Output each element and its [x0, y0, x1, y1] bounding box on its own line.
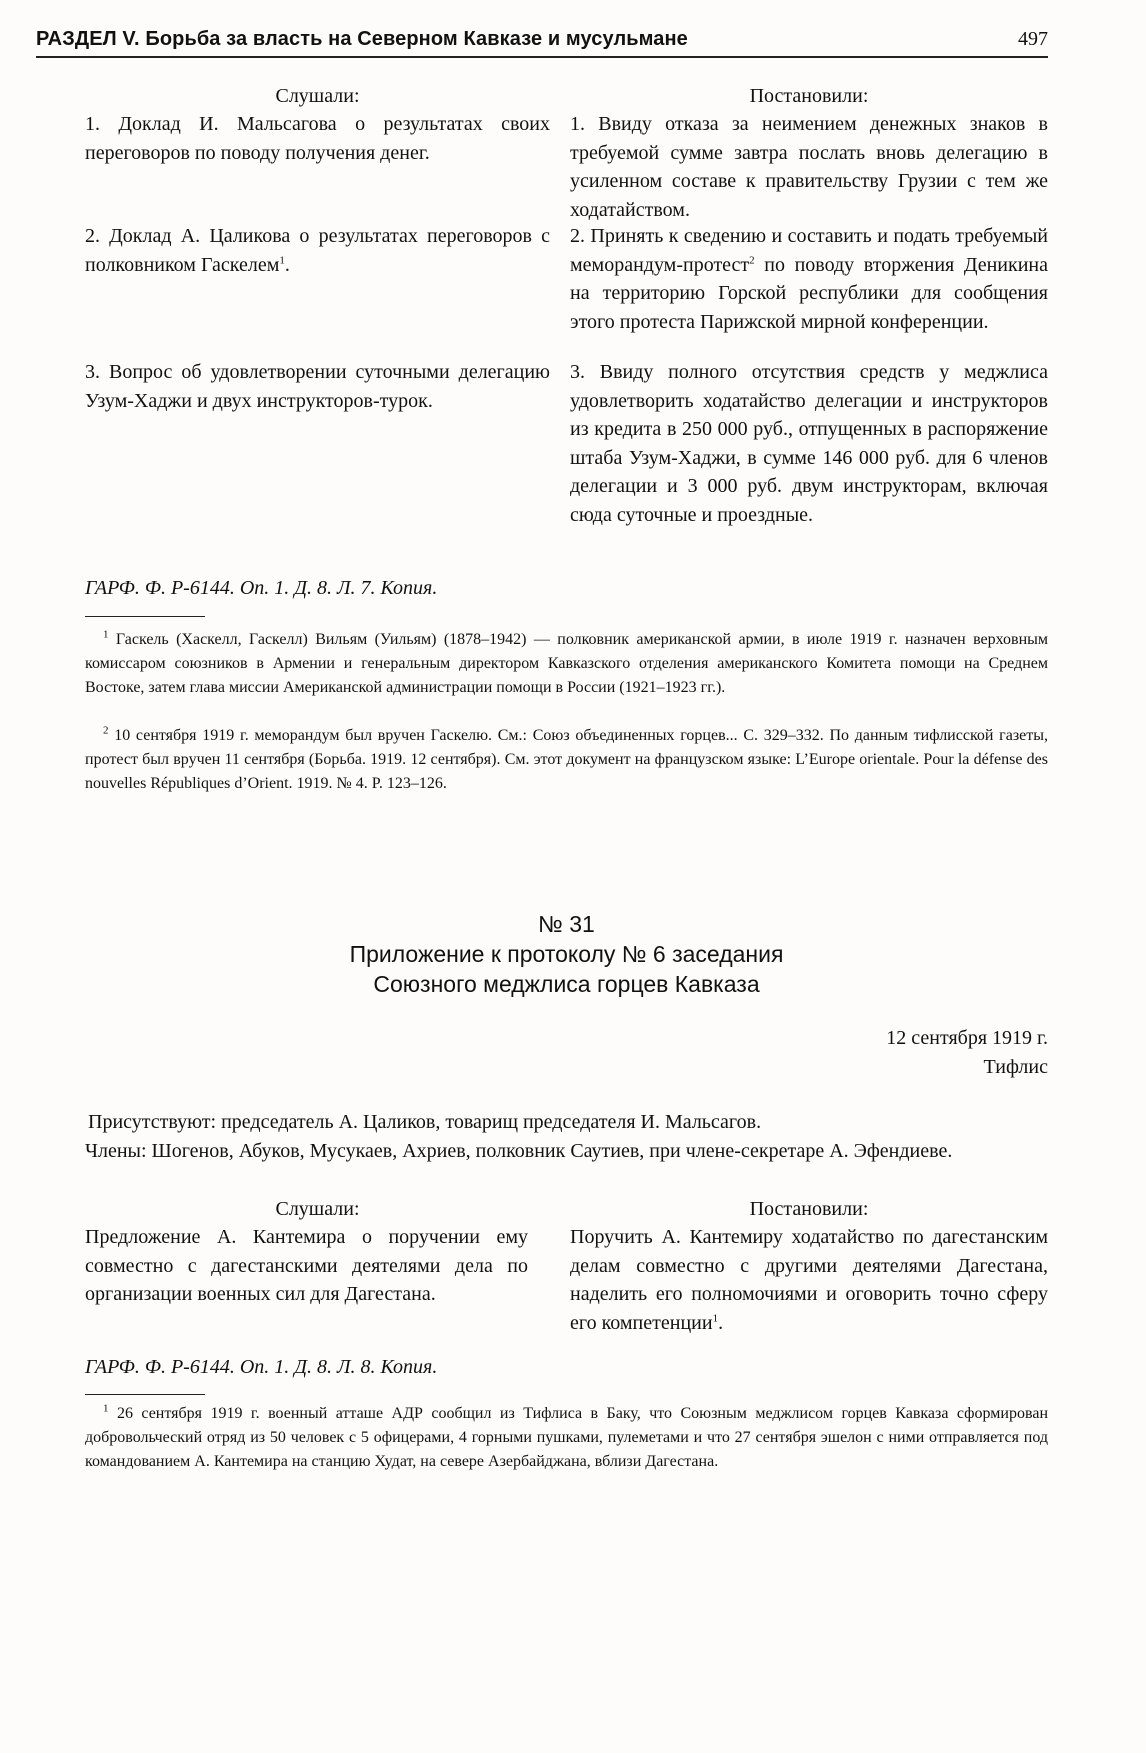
document-date: 12 сентября 1919 г.: [886, 1027, 1048, 1049]
heard-item-1: 1. Доклад И. Мальсагова о результатах своих переговоров по поводу получения денег.: [85, 113, 550, 164]
decided-heading: Постановили:: [749, 85, 869, 107]
footnote-ref-2: 2: [749, 253, 755, 266]
footnote-ref-doc31: 1: [712, 1311, 719, 1324]
archive-reference-1: ГАРФ. Ф. Р-6144. Оп. 1. Д. 8. Л. 7. Копия.: [85, 577, 438, 599]
footnote-2: $^2$ 10 сентября 1919 г. меморандум был вручен Гаскелю. См.: Союз объединенных горцев... С. 329–332. По данным тифлисской газеты, протест был вручен 11 сентября (Борьба. 1919. 12 сентября). См. этот документ на французском языке: L’Europe orientale. Pour la défense des nouvelles Républiques d’Orient. 1919. № 4. P. 123–126.: [85, 724, 1049, 792]
decided-item-2: 2. Принять к сведению и составить и подать требуемый меморандум-протест$^2$ по поводу вторжения Деникина на территорию Горской республики для сообщения этого протеста Парижской мирной конференции.: [570, 225, 1048, 333]
footnote-ref-1: 1: [279, 253, 285, 266]
heard-text: Предложение А. Кантемира о поручении ему совместно с дагестанскими деятелями дела по организации военных сил для Дагестана.: [85, 1226, 528, 1305]
heard-heading-2: Слушали:: [275, 1198, 360, 1220]
section-title: РАЗДЕЛ V. Борьба за власть на Северном Кавказе и мусульмане: [36, 28, 688, 50]
footnote-separator-2: [85, 1394, 205, 1395]
document-title-line-1: Приложение к протоколу № 6 заседания: [349, 941, 784, 967]
footnote-separator-1: [85, 616, 205, 617]
decided-item-1: 1. Ввиду отказа за неимением денежных знаков в требуемой сумме завтра послать вновь делегацию в усиленном составе к правительству Грузии с тем же ходатайством.: [570, 113, 1048, 221]
running-header: [36, 22, 1048, 58]
heard-item-3: 3. Вопрос об удовлетворении суточными делегацию Узум-Хаджи и двух инструкторов-турок.: [85, 361, 550, 412]
heard-item-2: 2. Доклад А. Цаликова о результатах переговоров с полковником Гаскелем$^1$.: [85, 225, 550, 276]
document-place: Тифлис: [983, 1056, 1048, 1078]
members-line: Члены: Шогенов, Абуков, Мусукаев, Ахриев, полковник Саутиев, при члене-секретаре А. Эфендиеве.: [85, 1140, 953, 1162]
decided-text: Поручить А. Кантемиру ходатайство по дагестанским делам совместно с другими деятелями Дагестана, наделить его полномочиями и оговорить точно сферу его компетенции$^1$.: [570, 1226, 1048, 1334]
page-number: 497: [1018, 28, 1048, 50]
document-number: № 31: [538, 911, 595, 937]
decided-heading-2: Постановили:: [749, 1198, 869, 1220]
footnote-doc31: $^1$ 26 сентября 1919 г. военный атташе АДР сообщил из Тифлиса в Баку, что Союзным меджлисом горцев Кавказа сформирован добровольческий отряд из 50 человек с 5 офицерами, 4 горными пушками, пулеметами и что 27 сентября эшелон с ними отправляется под командованием А. Кантемира на станцию Худат, на севере Азербайджана, вблизи Дагестана.: [85, 1402, 1049, 1470]
decided-item-3: 3. Ввиду полного отсутствия средств у меджлиса удовлетворить ходатайство делегации и инструкторов из кредита в 250 000 руб., отпущенных в распоряжение штаба Узум-Хаджи, в сумме 146 000 руб. для 6 членов делегации и 3 000 руб. двум инструкторам, включая сюда суточные и проездные.: [570, 361, 1048, 526]
heard-heading: Слушали:: [275, 85, 360, 107]
archive-reference-2: ГАРФ. Ф. Р-6144. Оп. 1. Д. 8. Л. 8. Копия.: [85, 1356, 438, 1378]
present-line: Присутствуют: председатель А. Цаликов, товарищ председателя И. Мальсагов.: [88, 1111, 762, 1133]
document-title-line-2: Союзного меджлиса горцев Кавказа: [373, 971, 760, 997]
footnote-1: $^1$ Гаскель (Хаскелл, Гаскелл) Вильям (Уильям) (1878–1942) — полковник американской армии, в июле 1919 г. назначен верховным комиссаром союзников в Армении и генеральным директором Кавказского отделения американского Комитета помощи на Среднем Востоке, затем глава миссии Американской администрации помощи в России (1921–1923 гг.).: [85, 628, 1049, 696]
